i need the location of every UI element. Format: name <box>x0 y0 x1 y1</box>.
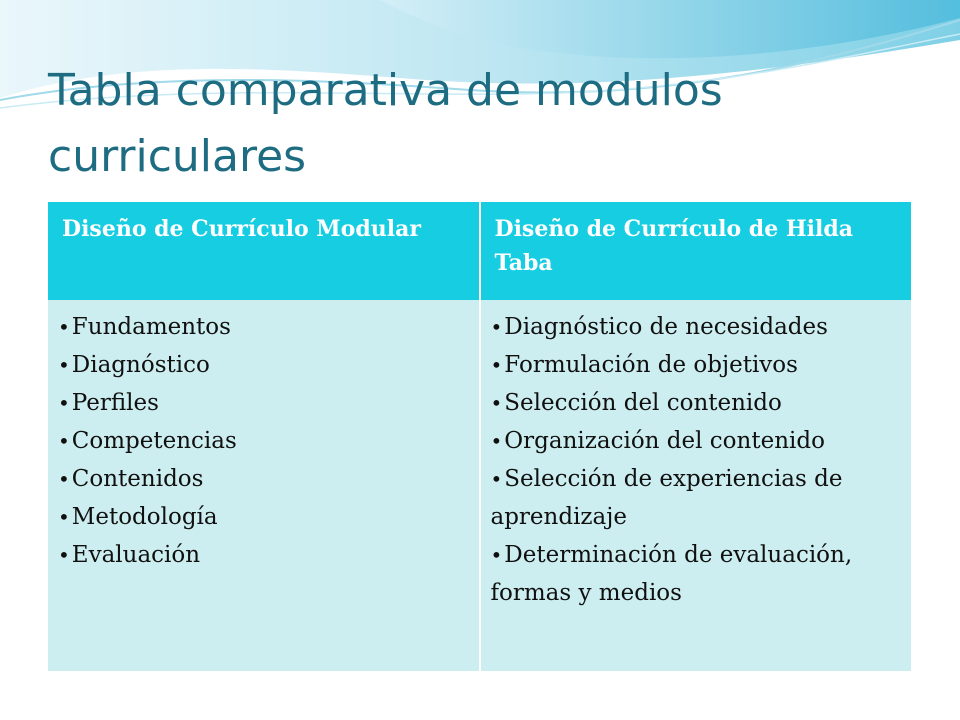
list-item: • Competencias <box>58 422 465 460</box>
hilda-taba-list <box>491 308 898 612</box>
list-item: • Diagnóstico <box>58 346 465 384</box>
slide-title: Tabla comparativa de modulos curriculares <box>48 65 723 182</box>
list-item: • Fundamentos <box>58 308 465 346</box>
comparison-table <box>48 202 911 671</box>
header-curriculo-hilda-taba: Diseño de Currículo de Hilda Taba <box>480 202 912 300</box>
list-item: • Contenidos <box>58 460 465 498</box>
header-curriculo-modular: Diseño de Currículo Modular <box>48 202 480 300</box>
table-header-row <box>48 202 911 300</box>
list-item: • Metodología <box>58 498 465 536</box>
list-item: • Determinación de evaluación, formas y medios <box>491 536 898 612</box>
list-item: • Selección de experiencias de aprendizaje <box>491 460 898 536</box>
table-row <box>48 300 911 671</box>
modular-list <box>58 308 465 574</box>
cell-modular-items <box>48 300 480 671</box>
list-item: • Evaluación <box>58 536 465 574</box>
list-item: • Organización del contenido <box>491 422 898 460</box>
list-item: • Selección del contenido <box>491 384 898 422</box>
list-item: • Formulación de objetivos <box>491 346 898 384</box>
list-item: • Perfiles <box>58 384 465 422</box>
list-item: • Diagnóstico de necesidades <box>491 308 898 346</box>
cell-hilda-taba-items <box>480 300 912 671</box>
